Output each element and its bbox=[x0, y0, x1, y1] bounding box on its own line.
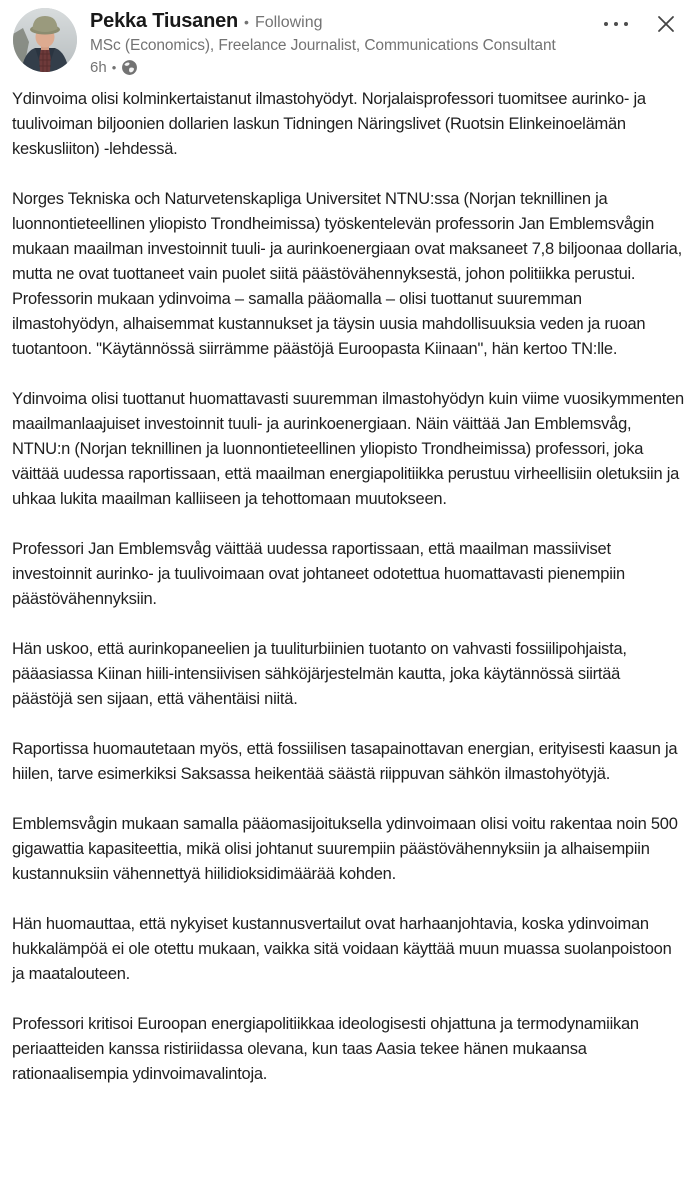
post-header-controls bbox=[598, 6, 684, 42]
post-meta-row bbox=[90, 59, 556, 76]
post-menu-button[interactable] bbox=[598, 16, 634, 32]
post-body-text bbox=[0, 76, 696, 1087]
post-paragraph: Professori Jan Emblemsvåg väittää uudessa raportissaan, että maailman massiiviset investoinnit aurinko- ja tuulivoimaan ovat johtaneet odotettua huomattavasti pienempiin päästövähennyksiin. bbox=[12, 540, 625, 608]
avatar-photo bbox=[13, 8, 77, 72]
post-paragraph: Ydinvoima olisi tuottanut huomattavasti suuremman ilmastohyödyn kuin viime vuosikymmenten maailmanlaajuiset investoinnit tuuli- ja aurinkoenergiaan. Näin väittää Jan Emblemsvåg, NTNU:n (Norjan teknillinen ja luonnontieteellinen yliopisto Trondheimissa) professori, joka väittää uudessa raportissaan, että maailman energiapolitiikka perustuu virheellisiin oletuksiin ja uhkaa lukita maailman kalliiseen ja tehottomaan muutokseen. bbox=[12, 390, 684, 508]
author-headline: MSc (Economics), Freelance Journalist, Communications Consultant bbox=[90, 37, 556, 54]
close-icon bbox=[654, 12, 678, 36]
author-name-row bbox=[90, 10, 556, 33]
post-paragraph: Raportissa huomautetaan myös, että fossiilisen tasapainottavan energian, erityisesti kaasun ja hiilen, tarve esimerkiksi Saksassa heikentää säästä riippuvan sähkön ilmastohyötyjä. bbox=[12, 740, 678, 783]
ellipsis-icon bbox=[604, 22, 628, 26]
post-paragraph: Emblemsvågin mukaan samalla pääomasijoituksella ydinvoimaan olisi voitu rakentaa noin 500 gigawattia kapasiteettia, mikä olisi johtanut suurempiin päästövähennyksiin ja alhaisempiin kustannuksiin vähennettyä hiilidioksidimäärää kohden. bbox=[12, 815, 678, 883]
globe-icon bbox=[121, 59, 138, 76]
avatar[interactable] bbox=[13, 8, 77, 72]
post-timestamp: 6h bbox=[90, 59, 107, 76]
post-paragraph: Professori kritisoi Euroopan energiapolitiikkaa ideologisesti ohjattuna ja termodynamiikan periaatteiden kanssa ristiriidassa olevana, kun taas Aasia tekee hänen mukaansa rationaalisempia ydinvoimavalintoja. bbox=[12, 1015, 639, 1083]
post-paragraph: Ydinvoima olisi kolminkertaistanut ilmastohyödyt. Norjalaisprofessori tuomitsee aurinko- ja tuulivoiman biljoonien dollarien laskun Tidningen Näringslivet (Ruotsin Elinkeinoelämän keskusliiton) -lehdessä. bbox=[12, 90, 646, 158]
dismiss-post-button[interactable] bbox=[648, 6, 684, 42]
author-name[interactable]: Pekka Tiusanen bbox=[90, 10, 239, 32]
post-paragraph: Hän uskoo, että aurinkopaneelien ja tuuliturbiinien tuotanto on vahvasti fossiilipohjaista, pääasiassa Kiinan hiili-intensiivisen sähköjärjestelmän kautta, joka käytännössä siirtää päästöjä sen sijaan, että vähentäisi niitä. bbox=[12, 640, 627, 708]
following-status[interactable]: Following bbox=[254, 14, 323, 31]
bullet-separator: • bbox=[244, 14, 249, 30]
bullet-separator: • bbox=[111, 60, 117, 75]
post-author-block bbox=[90, 8, 556, 76]
post-paragraph: Hän huomauttaa, että nykyiset kustannusvertailut ovat harhaanjohtavia, koska ydinvoiman hukkalämpöä ei ole otettu mukaan, vaikka sitä voidaan käyttää muun muassa suolanpoistoon ja maatalouteen. bbox=[12, 915, 672, 983]
post-header bbox=[0, 0, 696, 76]
post-paragraph: Norges Tekniska och Naturvetenskapliga Universitet NTNU:ssa (Norjan teknillinen ja luonnontieteellinen yliopisto Trondheimissa) työskentelevän professorin Jan Emblemsvågin mukaan maailman investoinnit tuuli- ja aurinkoenergiaan ovat maksaneet 7,8 biljoonaa dollaria, mutta ne ovat tuottaneet vain puolet siitä päästövähennyksestä, johon politiikka perustui. Professorin mukaan ydinvoima – samalla pääomalla – olisi tuottanut suuremman ilmastohyödyn, alhaisemmat kustannukset ja täysin uusia mahdollisuuksia veden ja ruoan tuotantoon. "Käytännössä siirrämme päästöjä Euroopasta Kiinaan", hän kertoo TN:lle. bbox=[12, 190, 682, 358]
